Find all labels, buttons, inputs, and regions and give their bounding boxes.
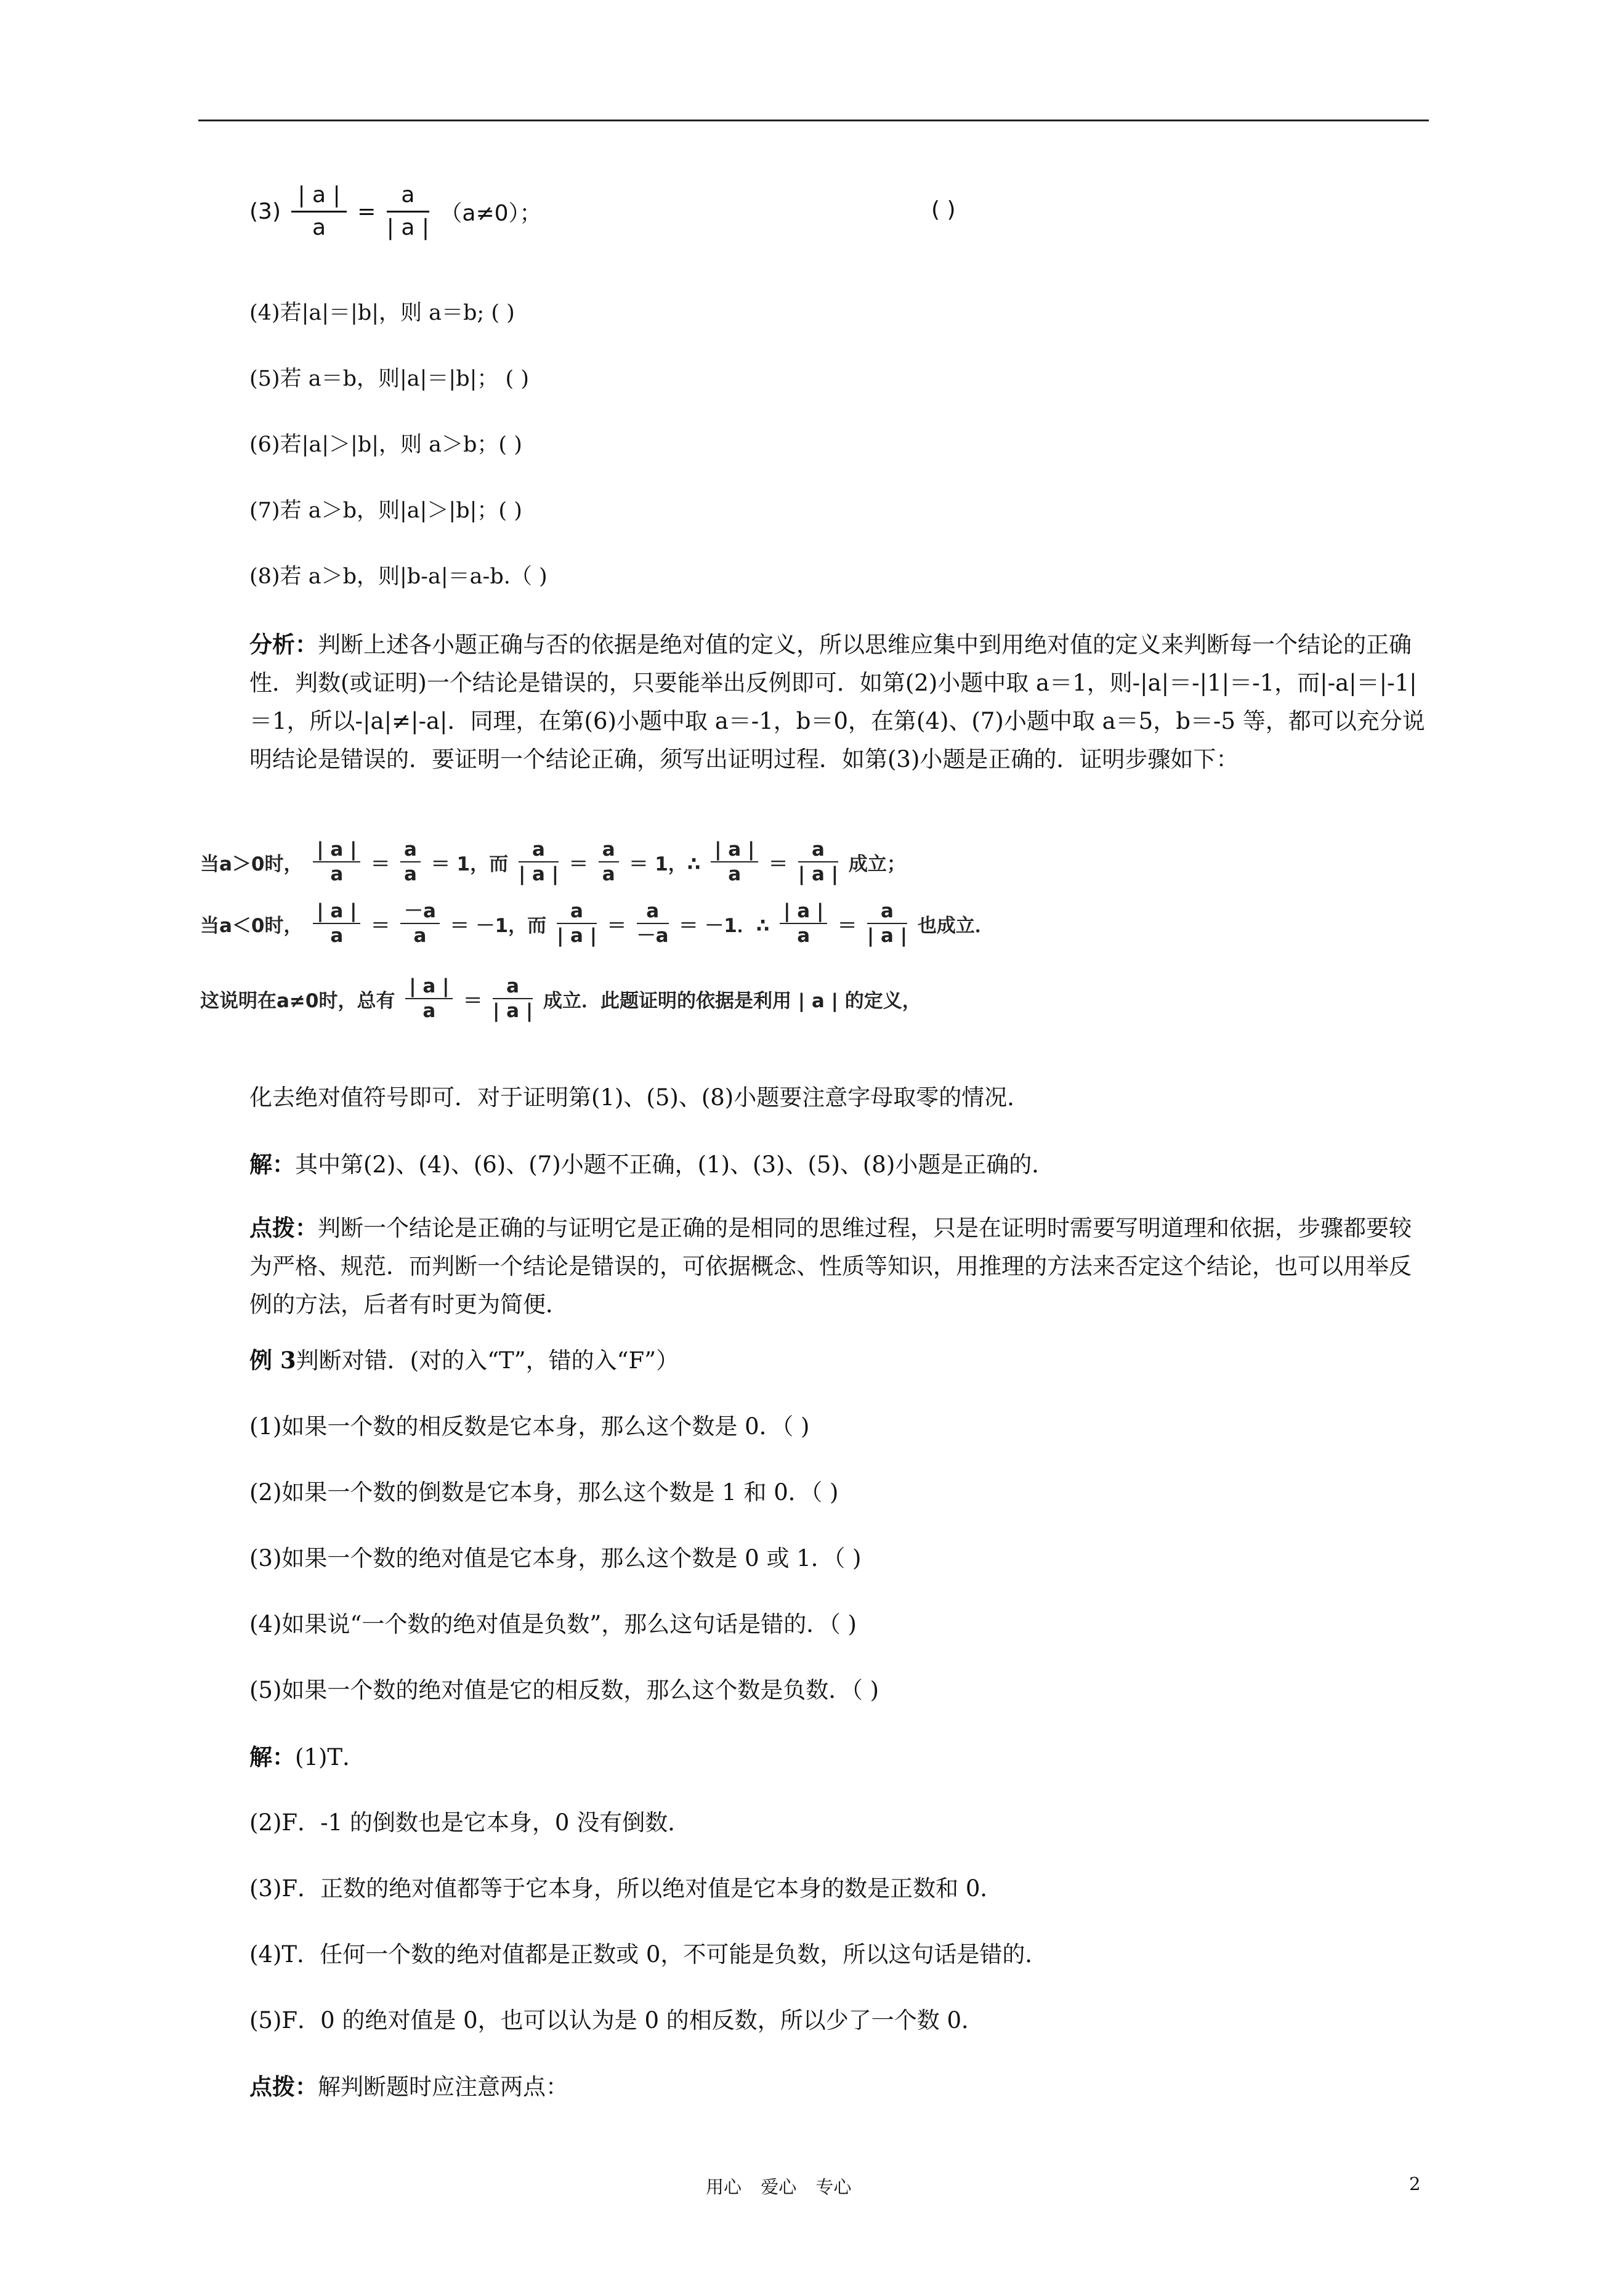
- question-5: (5)如果一个数的绝对值是它的相反数，那么这个数是负数．（ ): [249, 1677, 879, 1703]
- analysis-label: 分析：: [249, 631, 318, 658]
- answer-line-2: (2)F．-1 的倒数也是它本身，0 没有倒数．: [249, 1809, 691, 1836]
- proof-fraction: [599, 838, 619, 886]
- solution-text: 其中第(2)、(4)、(6)、(7)小题不正确，(1)、(3)、(5)、(8)小题是正确的．: [295, 1151, 1055, 1178]
- fraction-rhs: [387, 180, 429, 243]
- proof-fraction: [557, 899, 597, 947]
- fraction-numerator: a: [637, 899, 669, 924]
- item-3-condition: （a≠0）；: [440, 201, 542, 226]
- fraction-numerator: a: [387, 180, 429, 213]
- fraction-numerator: a: [867, 899, 907, 924]
- answer-line-4: (4)T．任何一个数的绝对值都是正数或 0，不可能是负数，所以这句话是错的．: [249, 1941, 1048, 1968]
- answer-line-5: (5)F．0 的绝对值是 0，也可以认为是 0 的相反数，所以少了一个数 0．: [249, 2007, 985, 2034]
- fraction-numerator: | a |: [780, 899, 827, 924]
- proof-row-negative: [200, 899, 994, 947]
- proof-tail: 成立；: [848, 853, 906, 875]
- solution-first: (1)T．: [295, 1744, 366, 1771]
- item-3-equation: [249, 180, 542, 243]
- proof-tail: 也成立．: [917, 914, 994, 937]
- fraction-numerator: a: [493, 975, 533, 999]
- solution-1: [249, 1151, 1054, 1178]
- page-footer: 用心 爱心 专心: [706, 2176, 852, 2197]
- item-8: (8)若 a＞b，则|b-a|＝a-b.（ ): [249, 564, 548, 589]
- proof-row-positive: [200, 838, 906, 886]
- fraction-numerator: a: [599, 838, 619, 862]
- fraction-numerator: －a: [400, 899, 440, 924]
- proof-fraction: [867, 899, 907, 947]
- equals-sign: =: [357, 199, 376, 224]
- fraction-denominator: | a |: [386, 215, 429, 240]
- question-4: (4)如果说“一个数的绝对值是负数”，那么这句话是错的．（ ): [249, 1611, 857, 1637]
- proof-row-conclusion: [200, 975, 921, 1023]
- proof-value: ＝ －1，而: [450, 914, 547, 937]
- equals-sign: ＝: [371, 853, 390, 875]
- after-proof-text: 化去绝对值符号即可．对于证明第(1)、(5)、(8)小题要注意字母取零的情况．: [249, 1084, 1030, 1111]
- item-3-prefix: (3): [249, 199, 281, 224]
- fraction-denominator: | a |: [867, 925, 908, 947]
- proof-condition: 当a＜0时，: [200, 914, 303, 937]
- example-text: 判断对错．(对的入“T”，错的入“F”）: [296, 1347, 679, 1374]
- fraction-denominator: | a |: [493, 1000, 533, 1022]
- fraction-denominator: a: [330, 925, 344, 947]
- proof-fraction: [798, 838, 838, 886]
- fraction-numerator: | a |: [313, 899, 360, 924]
- fraction-denominator: | a |: [518, 863, 559, 885]
- question-1: (1)如果一个数的相反数是它本身，那么这个数是 0．（ ): [249, 1413, 810, 1440]
- proof-condition: 当a＞0时，: [200, 853, 303, 875]
- tip-label: 点拨：: [249, 2073, 318, 2100]
- solution-2: [249, 1743, 365, 1771]
- proof-tail: 成立．此题证明的依据是利用 | a | 的定义，: [543, 989, 921, 1012]
- fraction-denominator: a: [422, 1000, 436, 1022]
- solution-label: 解：: [249, 1151, 295, 1178]
- item-3-answer-blank: ( ): [931, 197, 956, 222]
- proof-value: ＝ －1．∴: [679, 914, 770, 937]
- answer-line-3: (3)F．正数的绝对值都等于它本身，所以绝对值是它本身的数是正数和 0．: [249, 1875, 1003, 1902]
- fraction-denominator: a: [413, 925, 427, 947]
- proof-value: ＝ 1，而: [431, 853, 509, 875]
- fraction-denominator: | a |: [556, 925, 597, 947]
- fraction-denominator: a: [728, 863, 742, 885]
- fraction-denominator: a: [312, 215, 326, 240]
- example-label: 例 3: [249, 1347, 296, 1374]
- equals-sign: ＝: [371, 914, 390, 937]
- question-3: (3)如果一个数的绝对值是它本身，那么这个数是 0 或 1．（ ): [249, 1545, 862, 1572]
- tip-label: 点拨：: [249, 1214, 318, 1241]
- analysis-paragraph: [249, 625, 1429, 779]
- proof-value: ＝ 1，∴: [629, 853, 701, 875]
- equals-sign: ＝: [568, 853, 588, 875]
- tip-1-paragraph: [249, 1209, 1429, 1324]
- fraction-lhs: [291, 180, 346, 243]
- fraction-denominator: a: [330, 863, 344, 885]
- equals-sign: ＝: [463, 989, 483, 1012]
- example-3-heading: [249, 1347, 679, 1374]
- tip-text: 判断一个结论是正确的与证明它是正确的是相同的思维过程，只是在证明时需要写明道理和依据，步骤都要较为严格、规范．而判断一个结论是错误的，可依据概念、性质等知识，用推理的方法来否定这个结论，也可以用举反例的方法，后者有时更为简便．: [249, 1215, 1412, 1318]
- fraction-numerator: a: [519, 838, 559, 862]
- fraction-denominator: | a |: [798, 863, 839, 885]
- proof-fraction: [637, 899, 669, 947]
- equals-sign: ＝: [769, 853, 788, 875]
- fraction-numerator: | a |: [313, 838, 360, 862]
- equals-sign: ＝: [838, 914, 857, 937]
- item-5: (5)若 a＝b，则|a|＝|b|； ( ): [249, 367, 529, 391]
- item-7: (7)若 a＞b，则|a|＞|b|；( ): [249, 498, 522, 523]
- fraction-denominator: a: [404, 863, 417, 885]
- proof-fraction: [313, 899, 360, 947]
- proof-fraction: [519, 838, 559, 886]
- proof-fraction: [400, 899, 440, 947]
- fraction-numerator: | a |: [291, 180, 346, 213]
- proof-fraction: [313, 838, 360, 886]
- item-6: (6)若|a|＞|b|，则 a＞b；( ): [249, 432, 522, 457]
- question-2: (2)如果一个数的倒数是它本身，那么这个数是 1 和 0．（ ): [249, 1479, 839, 1506]
- proof-fraction: [405, 975, 453, 1023]
- fraction-numerator: a: [557, 899, 597, 924]
- fraction-denominator: a: [602, 863, 615, 885]
- proof-lead: 这说明在a≠0时，总有: [200, 989, 395, 1012]
- fraction-denominator: a: [797, 925, 810, 947]
- fraction-numerator: a: [798, 838, 838, 862]
- tip-text: 解判断题时应注意两点：: [318, 2074, 568, 2100]
- page-number: 2: [1409, 2173, 1421, 2194]
- analysis-text: 判断上述各小题正确与否的依据是绝对值的定义，所以思维应集中到用绝对值的定义来判断每一个结论的正确性．判数(或证明)一个结论是错误的，只要能举出反例即可．如第(2)小题中取 a＝1，则-|a|＝-|1|＝-1，而|-a|＝|-1|＝1，所以-|a|≠|-a|．同理，在第(6)小题中取 a＝-1，b＝0，在第(4)、(7)小题中取 a＝5，b＝-5 等，都可以充分说明结论是错误的．要证明一个结论正确，须写出证明过程．如第(3)小题是正确的．证明步骤如下：: [249, 631, 1425, 773]
- solution-label: 解：: [249, 1743, 295, 1771]
- proof-fraction: [493, 975, 533, 1023]
- tip-2: [249, 2073, 568, 2101]
- fraction-numerator: | a |: [405, 975, 453, 999]
- header-rule: [198, 120, 1429, 121]
- fraction-numerator: a: [400, 838, 421, 862]
- proof-fraction: [400, 838, 421, 886]
- proof-fraction: [780, 899, 827, 947]
- fraction-numerator: | a |: [711, 838, 758, 862]
- item-4: (4)若|a|＝|b|，则 a＝b; ( ): [249, 301, 515, 325]
- proof-fraction: [711, 838, 758, 886]
- fraction-denominator: －a: [636, 925, 669, 947]
- equals-sign: ＝: [607, 914, 626, 937]
